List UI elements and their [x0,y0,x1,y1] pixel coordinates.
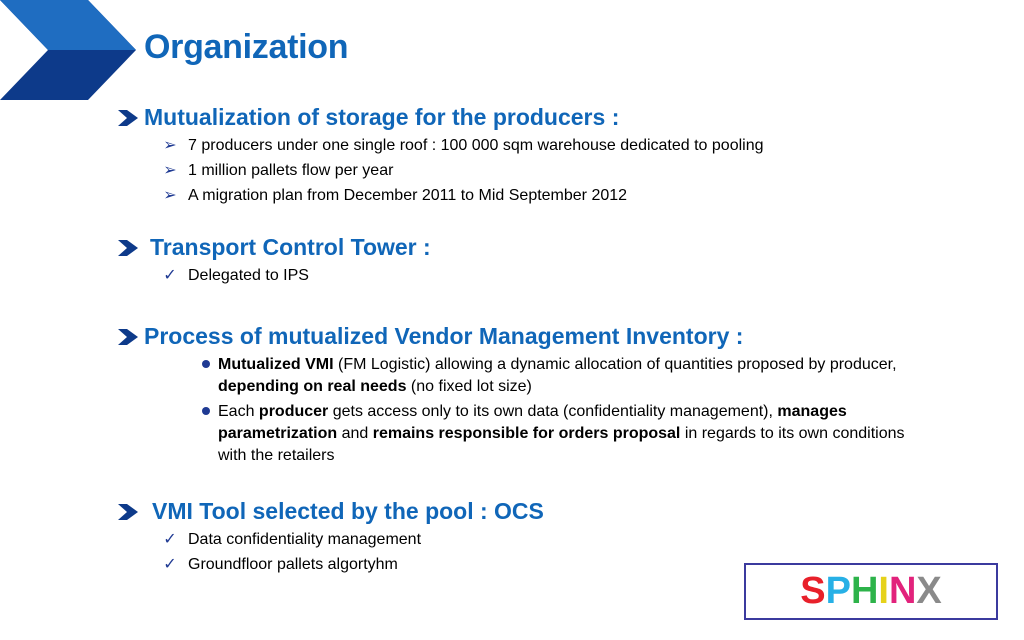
section-heading: Process of mutualized Vendor Management Inventory : [144,323,744,349]
logo-letter: H [850,570,879,612]
chevron-arrow-icon [118,504,138,520]
section-vmi-process [118,323,912,467]
chevron-arrow-icon [118,110,138,126]
sub-list [162,266,431,286]
list-item: ✓ Groundfloor pallets algortyhm [163,556,398,573]
section-storage [118,104,764,206]
section-heading: VMI Tool selected by the pool : OCS [152,498,544,524]
list-item: ➢ 7 producers under one single roof : 100 000 sqm warehouse dedicated to pooling [163,137,764,154]
logo-letter: P [825,570,851,612]
sub-list [162,136,764,206]
logo-letter: N [888,570,917,612]
arrowhead-icon: ➢ [163,137,177,154]
list-item: ✓ Delegated to IPS [163,267,309,284]
chevron-arrow-icon [118,329,138,345]
checkmark-icon: ✓ [163,556,177,573]
section-heading: Mutualization of storage for the producers : [144,104,620,130]
section-heading: Transport Control Tower : [150,234,431,260]
list-item: Each producer gets access only to its own data (confidentiality management), manages parametrization and remains responsible for orders proposal in regards to its own conditions with the retailers [202,401,912,467]
checkmark-icon: ✓ [163,267,177,284]
logo-letter: S [800,570,826,612]
sub-list [162,530,544,575]
chevron-arrow-icon [118,240,138,256]
list-item: ✓ Data confidentiality management [163,531,422,548]
sphinx-logo [744,563,998,620]
logo-letter: X [916,570,942,612]
list-item: ➢ A migration plan from December 2011 to Mid September 2012 [163,187,628,204]
arrowhead-icon: ➢ [163,162,177,179]
dot-icon [202,407,210,415]
arrowhead-icon: ➢ [163,187,177,204]
section-transport [118,234,431,286]
dot-list [202,354,912,467]
checkmark-icon: ✓ [163,531,177,548]
dot-icon [202,360,210,368]
page-title: Organization [144,28,349,66]
list-item: Mutualized VMI (FM Logistic) allowing a dynamic allocation of quantities proposed by producer, depending on real needs (no fixed lot size) [202,354,912,398]
section-vmi-tool [118,498,544,575]
logo-letter: I [878,570,889,612]
corner-chevron-logo [0,0,140,102]
list-item: ➢ 1 million pallets flow per year [163,162,394,179]
